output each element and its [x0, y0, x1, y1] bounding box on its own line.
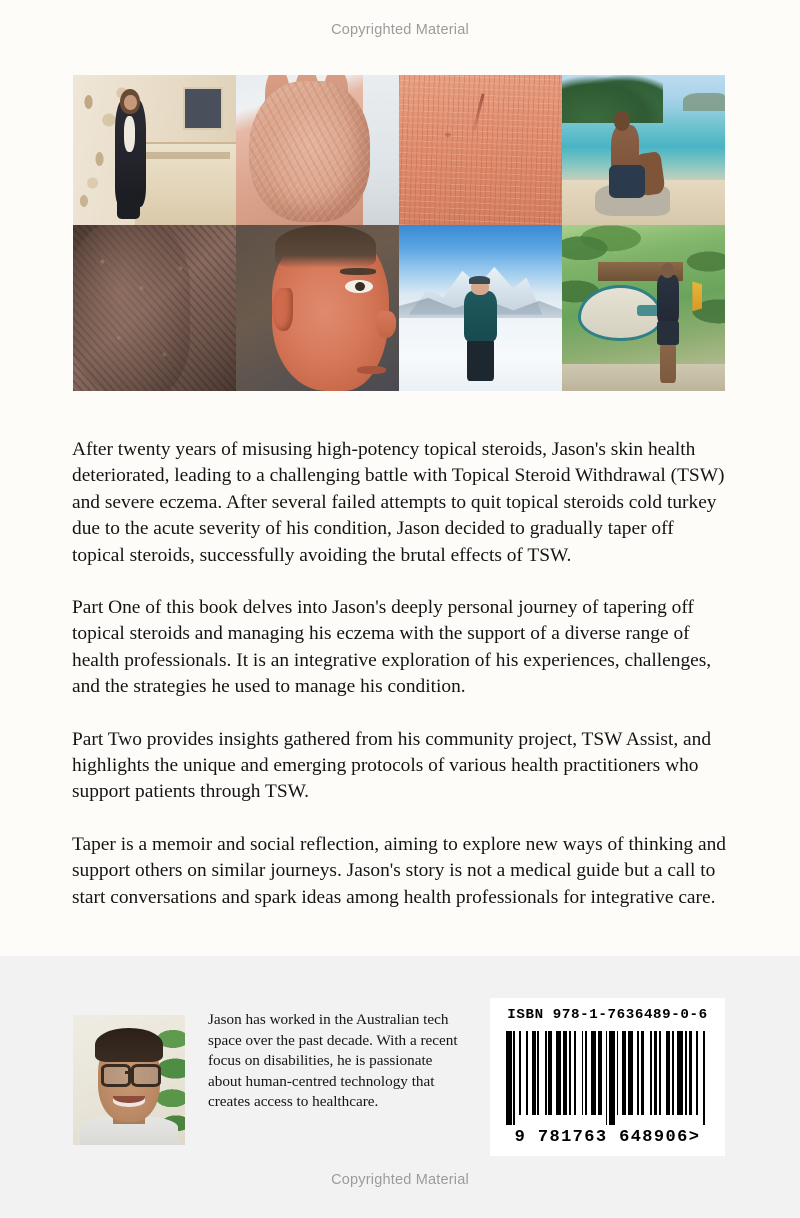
man-shorts [657, 321, 680, 344]
child-face [124, 95, 136, 110]
author-hair [95, 1028, 162, 1062]
lips [357, 366, 386, 374]
blurb-paragraph-2: Part One of this book delves into Jason's deeply personal journey of tapering off topical steroids and managing his eczema with the support of a diverse range of health professionals. It is an integrative exploration of his experiences, challenges, and the strategies he used to manage his condition. [72, 597, 712, 698]
barcode-bar [677, 1031, 683, 1115]
barcode-bar [672, 1031, 674, 1115]
man-pants [467, 338, 493, 381]
barcode-digits: 9 781763 648906> [514, 1128, 701, 1147]
man-jacket [464, 291, 497, 341]
limb [73, 225, 190, 391]
photo-lichenified-skin-texture [73, 225, 236, 391]
barcode-bar [506, 1031, 512, 1125]
yellow-flag [692, 281, 702, 311]
man-legs [660, 343, 676, 383]
palm-skin [249, 81, 370, 222]
barcode-bar [703, 1031, 705, 1125]
copyright-notice-bottom: Copyrighted Material [331, 1172, 469, 1188]
barcode-bar [537, 1031, 539, 1115]
man-wetsuit-top [657, 275, 680, 325]
barcode-bar [545, 1031, 547, 1115]
treeline [562, 75, 663, 123]
barcode-bar [685, 1031, 687, 1115]
photo-man-sitting-on-beach-rocks [562, 75, 725, 225]
barcode-bar [519, 1031, 521, 1115]
barcode-bar [666, 1031, 670, 1115]
man-head [614, 111, 630, 131]
scratch-mark [473, 93, 485, 132]
photo-collage [73, 75, 725, 391]
barcode-bar [556, 1031, 562, 1115]
cabinet [135, 142, 236, 225]
photo-child-in-bedroom-with-bandaged-arm [73, 75, 236, 225]
ean13-barcode [506, 1031, 709, 1125]
nose [376, 311, 396, 338]
barcode-bar [548, 1031, 552, 1115]
barcode-bar [582, 1031, 584, 1115]
author-bio: Jason has worked in the Australian tech space over the past decade. With a recent focus on disabilities, he is passionate about human-centred technology that creates access to healthcare. [208, 1011, 458, 1111]
window [183, 87, 223, 130]
child-bandaged-arm [124, 116, 135, 152]
blurb-paragraph-4: Taper is a memoir and social reflection, aiming to explore new ways of thinking and support others on similar journeys. Jason's story is not a medical guide but a call to start conversations and spark ideas among health professionals for integrative care. [72, 833, 726, 908]
book-description [72, 437, 728, 911]
isbn-barcode-block [490, 998, 725, 1156]
barcode-bar [569, 1031, 571, 1115]
photo-inflamed-palm-close-up [236, 75, 399, 225]
barcode-bar [609, 1031, 615, 1125]
barcode-bar [532, 1031, 536, 1115]
barcode-bar [606, 1031, 608, 1125]
barcode-bar [637, 1031, 639, 1115]
photo-red-face-portrait [236, 225, 399, 391]
barcode-bar [591, 1031, 597, 1115]
barcode-bar [617, 1031, 619, 1115]
glasses-icon [101, 1064, 131, 1087]
headland [683, 93, 725, 111]
glasses-bridge [125, 1071, 132, 1074]
barcode-bar [526, 1031, 528, 1115]
barcode-bar [689, 1031, 693, 1115]
barcode-bar [696, 1031, 698, 1115]
author-photo [73, 1015, 185, 1145]
photo-red-inflamed-skin-macro [399, 75, 562, 225]
barcode-bar [622, 1031, 626, 1115]
barcode-bar [628, 1031, 634, 1115]
garden-path [562, 364, 725, 391]
man-cap [469, 276, 490, 283]
blurb-paragraph-1: After twenty years of misusing high-potency topical steroids, Jason's skin health deteriorated, leading to a challenging battle with Topical Steroid Withdrawal (TSW) and severe eczema. After several failed attempts to quit topical steroids cold turkey due to the acute severity of his condition, Jason decided to gradually taper off topical steroids, successfully avoiding the brutal effects of TSW. [72, 439, 725, 566]
barcode-bar [650, 1031, 652, 1115]
man-shorts [609, 165, 645, 198]
ear [272, 288, 293, 331]
barcode-bar [659, 1031, 661, 1115]
hair [275, 225, 376, 268]
photo-man-in-snowy-mountains [399, 225, 562, 391]
barcode-bar [598, 1031, 602, 1115]
barcode-bar [641, 1031, 645, 1115]
copyright-notice-top: Copyrighted Material [331, 22, 469, 38]
barcode-bar [585, 1031, 587, 1115]
eyebrow [340, 268, 376, 275]
child-legs [117, 195, 140, 219]
barcode-bar [574, 1031, 576, 1115]
barcode-bar [513, 1031, 515, 1125]
photo-man-with-surfboard-in-garden [562, 225, 725, 391]
barcode-bar [563, 1031, 567, 1115]
isbn-number: ISBN 978-1-7636489-0-6 [507, 1007, 708, 1023]
barcode-bar [654, 1031, 658, 1115]
blurb-paragraph-3: Part Two provides insights gathered from his community project, TSW Assist, and highlights the unique and emerging protocols of various health practitioners who support patients through TSW. [72, 728, 712, 803]
glasses-icon [131, 1064, 161, 1087]
